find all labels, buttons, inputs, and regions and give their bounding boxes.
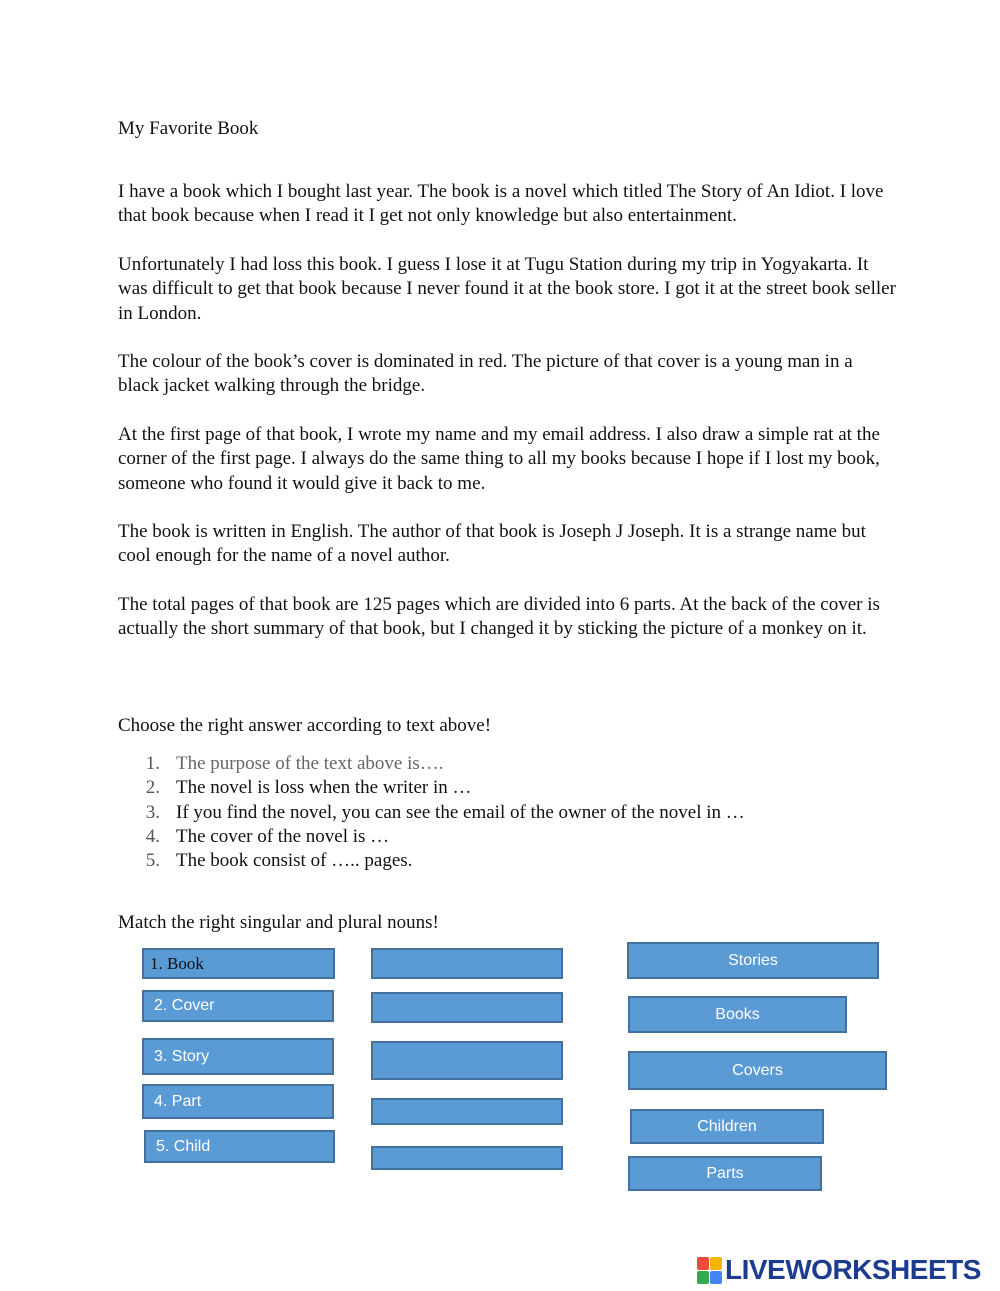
- answer-slot-3[interactable]: [371, 1041, 563, 1080]
- paragraph-1: I have a book which I bought last year. The book is a novel which titled The Story of An Idiot. I love that book because when I read it I get not only knowledge but also entertainment.: [118, 181, 884, 227]
- question-item: [118, 776, 745, 800]
- plural-option-covers[interactable]: Covers: [628, 1051, 887, 1090]
- logo-text: LIVEWORKSHEETS: [725, 1254, 981, 1285]
- paragraph-5: The book is written in English. The author of that book is Joseph J Joseph. It is a strange name but cool enough for the name of a novel author.: [118, 521, 866, 567]
- question-item: [118, 752, 745, 776]
- paragraph-3: The colour of the book’s cover is dominated in red. The picture of that cover is a young man in a black jacket walking through the bridge.: [118, 351, 853, 397]
- paragraph-6: The total pages of that book are 125 pages which are divided into 6 parts. At the back of the cover is actually the short summary of that book, but I changed it by sticking the picture of a monkey on it.: [118, 594, 880, 640]
- liveworksheets-logo: [697, 1255, 981, 1285]
- question-text[interactable]: The novel is loss when the writer in …: [176, 777, 472, 799]
- question-text[interactable]: If you find the novel, you can see the email of the owner of the novel in …: [176, 801, 745, 823]
- quiz-instruction: Choose the right answer according to text above!: [118, 715, 492, 736]
- plural-option-books[interactable]: Books: [628, 996, 847, 1033]
- question-text[interactable]: The book consist of ….. pages.: [176, 850, 413, 872]
- plural-option-parts[interactable]: Parts: [628, 1156, 822, 1191]
- matching-instruction: Match the right singular and plural nouns!: [118, 912, 439, 933]
- answer-slot-4[interactable]: [371, 1098, 563, 1125]
- question-number: 2.: [145, 777, 160, 799]
- question-item: [118, 825, 745, 849]
- singular-box-book: 1. Book: [142, 948, 335, 979]
- answer-slot-5[interactable]: [371, 1146, 563, 1170]
- paragraph-2: Unfortunately I had loss this book. I guess I lose it at Tugu Station during my trip in Yogyakarta. It was difficult to get that book because I never found it at the book store. I got it at the street book seller in London.: [118, 254, 896, 324]
- paragraph-4: At the first page of that book, I wrote my name and my email address. I also draw a simple rat at the corner of the first page. I always do the same thing to all my books because I hope if I lost my book, someone who found it would give it back to me.: [118, 424, 880, 494]
- plural-option-children[interactable]: Children: [630, 1109, 824, 1144]
- answer-slot-1[interactable]: [371, 948, 563, 979]
- singular-box-story: 3. Story: [142, 1038, 334, 1075]
- question-item: [118, 801, 745, 825]
- question-text[interactable]: The purpose of the text above is….: [176, 753, 444, 774]
- document-title: My Favorite Book: [118, 118, 259, 139]
- plural-option-stories[interactable]: Stories: [627, 942, 879, 979]
- answer-slot-2[interactable]: [371, 992, 563, 1023]
- logo-badge-icon: [697, 1257, 722, 1284]
- singular-box-cover: 2. Cover: [142, 990, 334, 1022]
- question-number: 4.: [145, 825, 160, 847]
- question-number: 3.: [145, 801, 160, 823]
- singular-box-part: 4. Part: [142, 1084, 334, 1119]
- question-number: 1.: [145, 753, 160, 774]
- question-number: 5.: [145, 850, 160, 872]
- singular-box-child: 5. Child: [144, 1130, 335, 1163]
- question-item: [118, 849, 745, 873]
- question-text[interactable]: The cover of the novel is …: [176, 825, 390, 847]
- question-list: [118, 752, 745, 873]
